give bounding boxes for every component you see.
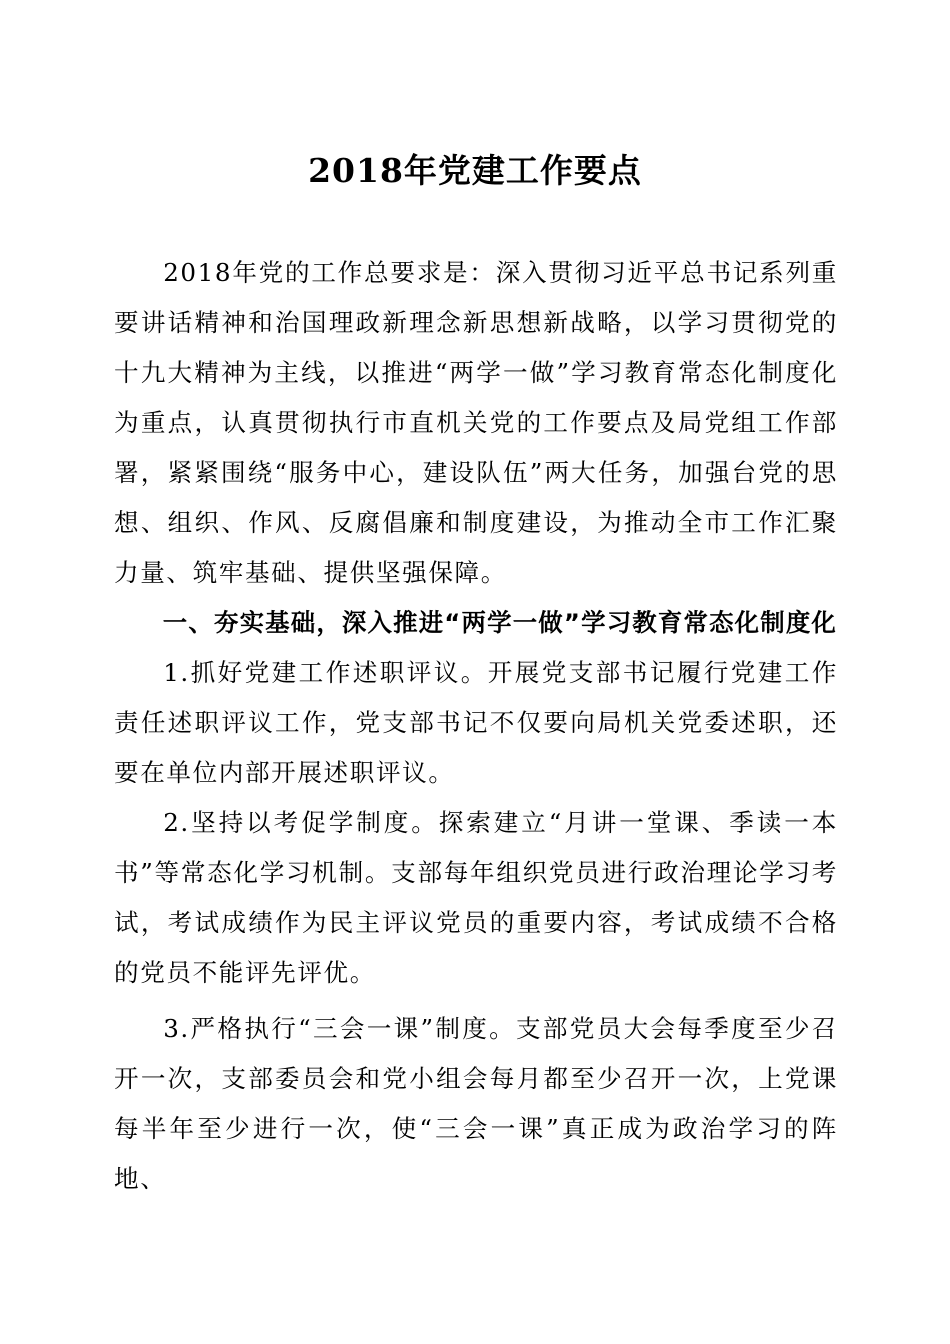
item-2-paragraph: 2.坚持以考促学制度。探索建立“月讲一堂课、季读一本书”等常态化学习机制。支部每年组织党员进行政治理论学习考试，考试成绩作为民主评议党员的重要内容，考试成绩不合格的党员不能评先评优。 bbox=[114, 808, 838, 987]
document-body bbox=[114, 248, 838, 1204]
intro-paragraph: 2018年党的工作总要求是：深入贯彻习近平总书记系列重要讲话精神和治国理政新理念新思想新战略，以学习贯彻党的十九大精神为主线，以推进“两学一做”学习教育常态化制度化为重点，认真贯彻执行市直机关党的工作要点及局党组工作部署，紧紧围绕“服务中心，建设队伍”两大任务，加强台党的思想、组织、作风、反腐倡廉和制度建设，为推动全市工作汇聚力量、筑牢基础、提供坚强保障。 bbox=[114, 258, 838, 587]
item-3-paragraph: 3.严格执行“三会一课”制度。支部党员大会每季度至少召开一次，支部委员会和党小组会每月都至少召开一次，上党课每半年至少进行一次，使“三会一课”真正成为政治学习的阵地、 bbox=[114, 1014, 838, 1193]
item-1-paragraph: 1.抓好党建工作述职评议。开展党支部书记履行党建工作责任述职评议工作，党支部书记不仅要向局机关党委述职，还要在单位内部开展述职评议。 bbox=[114, 658, 838, 787]
section-1-heading: 一、夯实基础，深入推进“两学一做”学习教育常态化制度化 bbox=[162, 608, 838, 637]
document-title: 2018年党建工作要点 bbox=[308, 151, 642, 190]
